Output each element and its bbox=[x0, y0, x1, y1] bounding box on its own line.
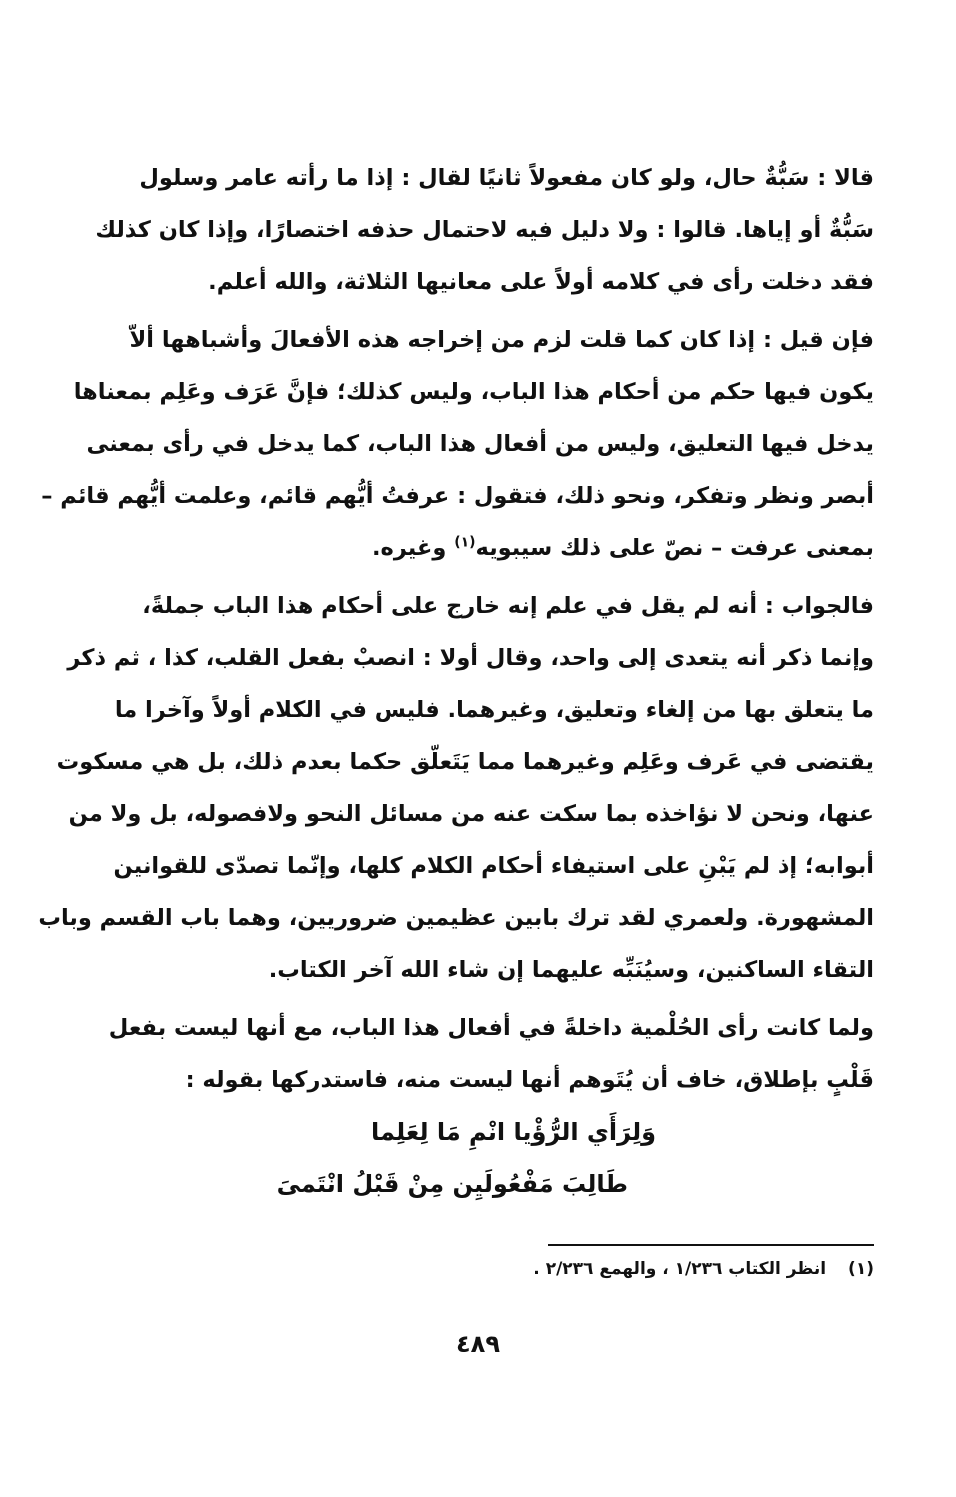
text-line-16: التقاء الساكنين، وسيُنَبِّه عليهما إن شاء الله آخر الكتاب. bbox=[268, 957, 874, 983]
footnote-reference: (١) bbox=[454, 534, 476, 551]
text-line-4: فإن قيل : إذا كان كما قلت لزم من إخراجه هذه الأفعالَ وأشباهها ألاّ bbox=[129, 327, 874, 353]
verse-line-2: طَالِبَ مَفْعُولَيِن مِنْ قَبْلُ انْتَمىَ bbox=[276, 1170, 628, 1198]
text-line-7: أبصر ونظر وتفكر، ونحو ذلك، فتقول : عرفتُ أيُّهم قائم، وعلمت أيُّهم قائم – bbox=[41, 483, 874, 509]
text-line-8-main: بمعنى عرفت – نصّ على ذلك سيبويه bbox=[475, 535, 874, 561]
text-line-6: يدخل فيها التعليق، وليس من أفعال هذا الباب، كما يدخل في رأى بمعنى bbox=[86, 431, 874, 457]
text-line-5: يكون فيها حكم من أحكام هذا الباب، وليس كذلك؛ فإنَّ عَرَف وعَلِم بمعناها bbox=[73, 379, 874, 405]
footnote-divider bbox=[548, 1244, 874, 1246]
text-line-9: فالجواب : أنه لم يقل في علم إنه خارج على أحكام هذا الباب جملةً، bbox=[142, 593, 874, 619]
text-line-18: قَلْبٍ بإطلاق، خاف أن يُتَوهم أنها ليست منه، فاستدركها بقوله : bbox=[185, 1067, 874, 1093]
text-line-11: ما يتعلق بها من إلغاء وتعليق، وغيرهما. فليس في الكلام أولاً وآخرا ما bbox=[114, 697, 874, 723]
text-line-15: المشهورة. ولعمري لقد ترك بابين عظيمين ضروريين، وهما باب القسم وباب bbox=[38, 905, 874, 931]
text-line-13: عنها، ونحن لا نؤاخذه بما سكت عنه من مسائل النحو ولافصوله، بل ولا من bbox=[68, 801, 874, 827]
text-line-14: أبوابه؛ إذ لم يَبْنِ على استيفاء أحكام الكلام كلها، وإنّما تصدّى للقوانين bbox=[113, 853, 874, 879]
text-line-10: وإنما ذكر أنه يتعدى إلى واحد، وقال أولا : انصبْ بفعل القلب، كذا ، ثم ذكر bbox=[67, 645, 874, 671]
text-line-3: فقد دخلت رأى في كلامه أولاً على معانيها الثلاثة، والله أعلم. bbox=[208, 269, 874, 295]
text-line-17: ولما كانت رأى الحُلْمية داخلةً في أفعال هذا الباب، مع أنها ليست بفعل bbox=[108, 1015, 874, 1041]
page-number: ٤٨٩ bbox=[456, 1330, 500, 1358]
text-line-8-tail: وغيره. bbox=[371, 535, 455, 561]
footnote-marker: (١) bbox=[848, 1259, 874, 1279]
text-line-12: يقتضى في عَرف وعَلِم وغيرهما مما يَتَعلّق حكما بعدم ذلك، بل هي مسكوت bbox=[56, 749, 874, 775]
footnote-text: انظر الكتاب ١/٢٣٦ ، والهمع ٢/٢٣٦ . bbox=[533, 1259, 827, 1279]
footnote bbox=[533, 1256, 874, 1282]
text-line-2: سَبُّةٌ أو إياها. قالوا : ولا دليل فيه لاحتمال حذفه اختصارًا، وإذا كان كذلك bbox=[95, 217, 874, 243]
text-line-1: قالا : سَبُّةٌ حال، ولو كان مفعولاً ثانيًا لقال : إذا ما رأته عامر وسلول bbox=[139, 165, 874, 191]
text-line-8 bbox=[128, 522, 874, 574]
verse-line-1: وَلِرَأَي الرُّؤْيا انْمِ مَا لِعَلِما bbox=[371, 1118, 656, 1146]
